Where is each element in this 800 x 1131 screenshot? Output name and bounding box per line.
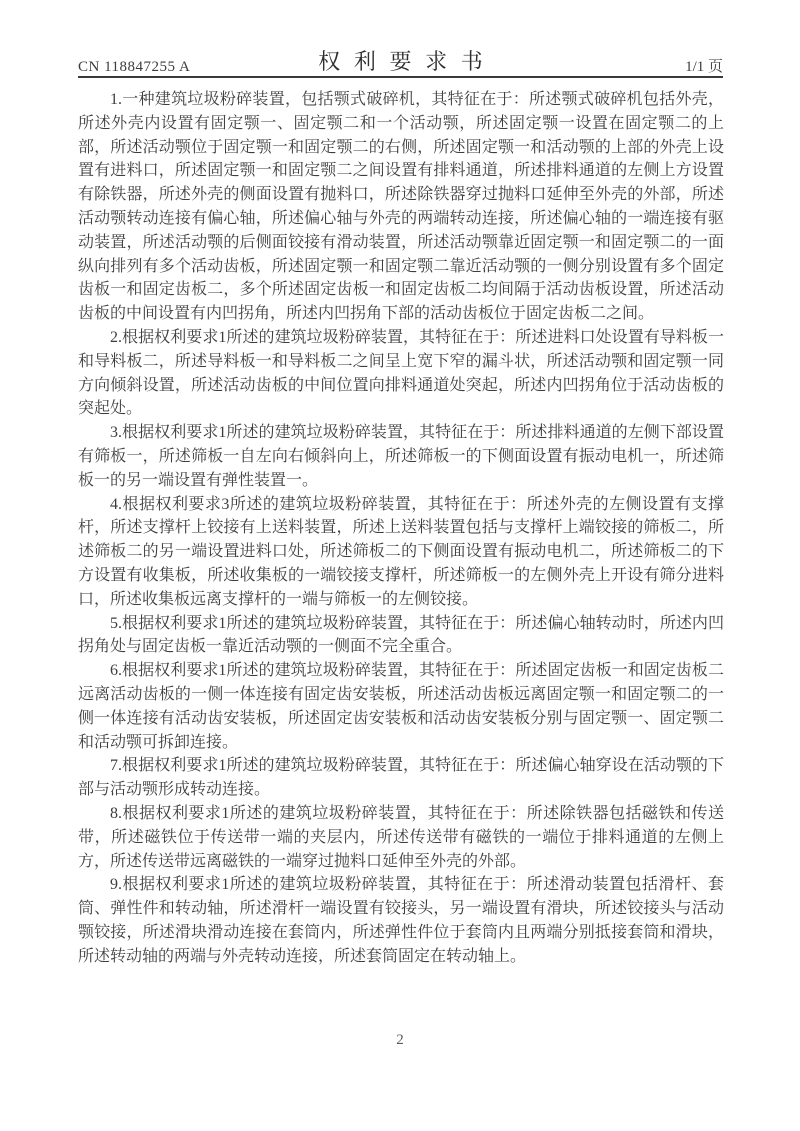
claim-paragraph-1: 1.一种建筑垃圾粉碎装置，包括颚式破碎机，其特征在于：所述颚式破碎机包括外壳，所述外壳内设置有固定颚一、固定颚二和一个活动颚，所述固定颚一设置在固定颚二的上部，所述活动颚位于固定颚一和固定颚二的右侧，所述固定颚一和活动颚的上部的外壳上设置有进料口，所述固定颚一和固定颚二之间设置有排料通道，所述排料通道的左侧上方设置有除铁器，所述外壳的侧面设置有抛料口，所述除铁器穿过抛料口延伸至外壳的外部，所述活动颚转动连接有偏心轴，所述偏心轴与外壳的两端转动连接，所述偏心轴的一端连接有驱动装置，所述活动颚的后侧面铰接有滑动装置，所述活动颚靠近固定颚一和固定颚二的一面纵向排列有多个活动齿板，所述固定颚一和固定颚二靠近活动颚的一侧分别设置有多个固定齿板一和固定齿板二，多个所述固定齿板一和固定齿板二均间隔于活动齿板设置，所述活动齿板的中间设置有内凹拐角，所述内凹拐角下部的活动齿板位于固定齿板二之间。 — [78, 91, 724, 323]
claim-paragraph-4: 4.根据权利要求3所述的建筑垃圾粉碎装置，其特征在于：所述外壳的左侧设置有支撑杆，所述支撑杆上铰接有上送料装置，所述上送料装置包括与支撑杆上端铰接的筛板二，所述筛板二的另一端设置进料口处，所述筛板二的下侧面设置有振动电机二，所述筛板二的下方设置有收集板，所述收集板的一端铰接支撑杆，所述筛板一的左侧外壳上开设有筛分进料口，所述收集板远离支撑杆的一端与筛板一的左侧铰接。 — [78, 495, 724, 608]
footer-page-number: 2 — [396, 1032, 404, 1048]
claim-paragraph-3: 3.根据权利要求1所述的建筑垃圾粉碎装置，其特征在于：所述排料通道的左侧下部设置有筛板一，所述筛板一自左向右倾斜向上，所述筛板一的下侧面设置有振动电机一，所述筛板一的另一端设置有弹性装置一。 — [78, 424, 724, 489]
claim-paragraph-6: 6.根据权利要求1所述的建筑垃圾粉碎装置，其特征在于：所述固定齿板一和固定齿板二远离活动齿板的一侧一体连接有固定齿安装板，所述活动齿板远离固定颚一和固定颚二的一侧一体连接有活动齿安装板，所述固定齿安装板和活动齿安装板分别与固定颚一、固定颚二和活动颚可拆卸连接。 — [78, 662, 724, 751]
header-divider — [78, 76, 723, 78]
claim-paragraph-9: 9.根据权利要求1所述的建筑垃圾粉碎装置，其特征在于：所述滑动装置包括滑杆、套筒、弹性件和转动轴，所述滑杆一端设置有铰接头，另一端设置有滑块，所述铰接头与活动颚铰接，所述滑块滑动连接在套筒内，所述弹性件位于套筒内且两端分别抵接套筒和滑块，所述转动轴的两端与外壳转动连接，所述套筒固定在转动轴上。 — [78, 876, 724, 965]
claim-paragraph-5: 5.根据权利要求1所述的建筑垃圾粉碎装置，其特征在于：所述偏心轴转动时，所述内凹拐角处与固定齿板一靠近活动颚的一侧面不完全重合。 — [78, 614, 724, 656]
page-indicator: 1/1 页 — [685, 59, 723, 75]
claims-body — [78, 88, 724, 968]
claim-paragraph-7: 7.根据权利要求1所述的建筑垃圾粉碎装置，其特征在于：所述偏心轴穿设在活动颚的下部与活动颚形成转动连接。 — [78, 757, 724, 799]
page-header — [78, 48, 723, 76]
claim-paragraph-2: 2.根据权利要求1所述的建筑垃圾粉碎装置，其特征在于：所述进料口处设置有导料板一和导料板二，所述导料板一和导料板二之间呈上宽下窄的漏斗状，所述活动颚和固定颚一同方向倾斜设置，所述活动齿板的中间位置向排料通道处突起，所述内凹拐角位于活动齿板的突起处。 — [78, 328, 724, 418]
claim-paragraph-8: 8.根据权利要求1所述的建筑垃圾粉碎装置，其特征在于：所述除铁器包括磁铁和传送带，所述磁铁位于传送带一端的夹层内，所述传送带有磁铁的一端位于排料通道的左侧上方，所述传送带远离磁铁的一端穿过抛料口延伸至外壳的外部。 — [78, 804, 724, 870]
document-title: 权利要求书 — [318, 49, 497, 74]
publication-number: CN 118847255 A — [78, 59, 191, 75]
